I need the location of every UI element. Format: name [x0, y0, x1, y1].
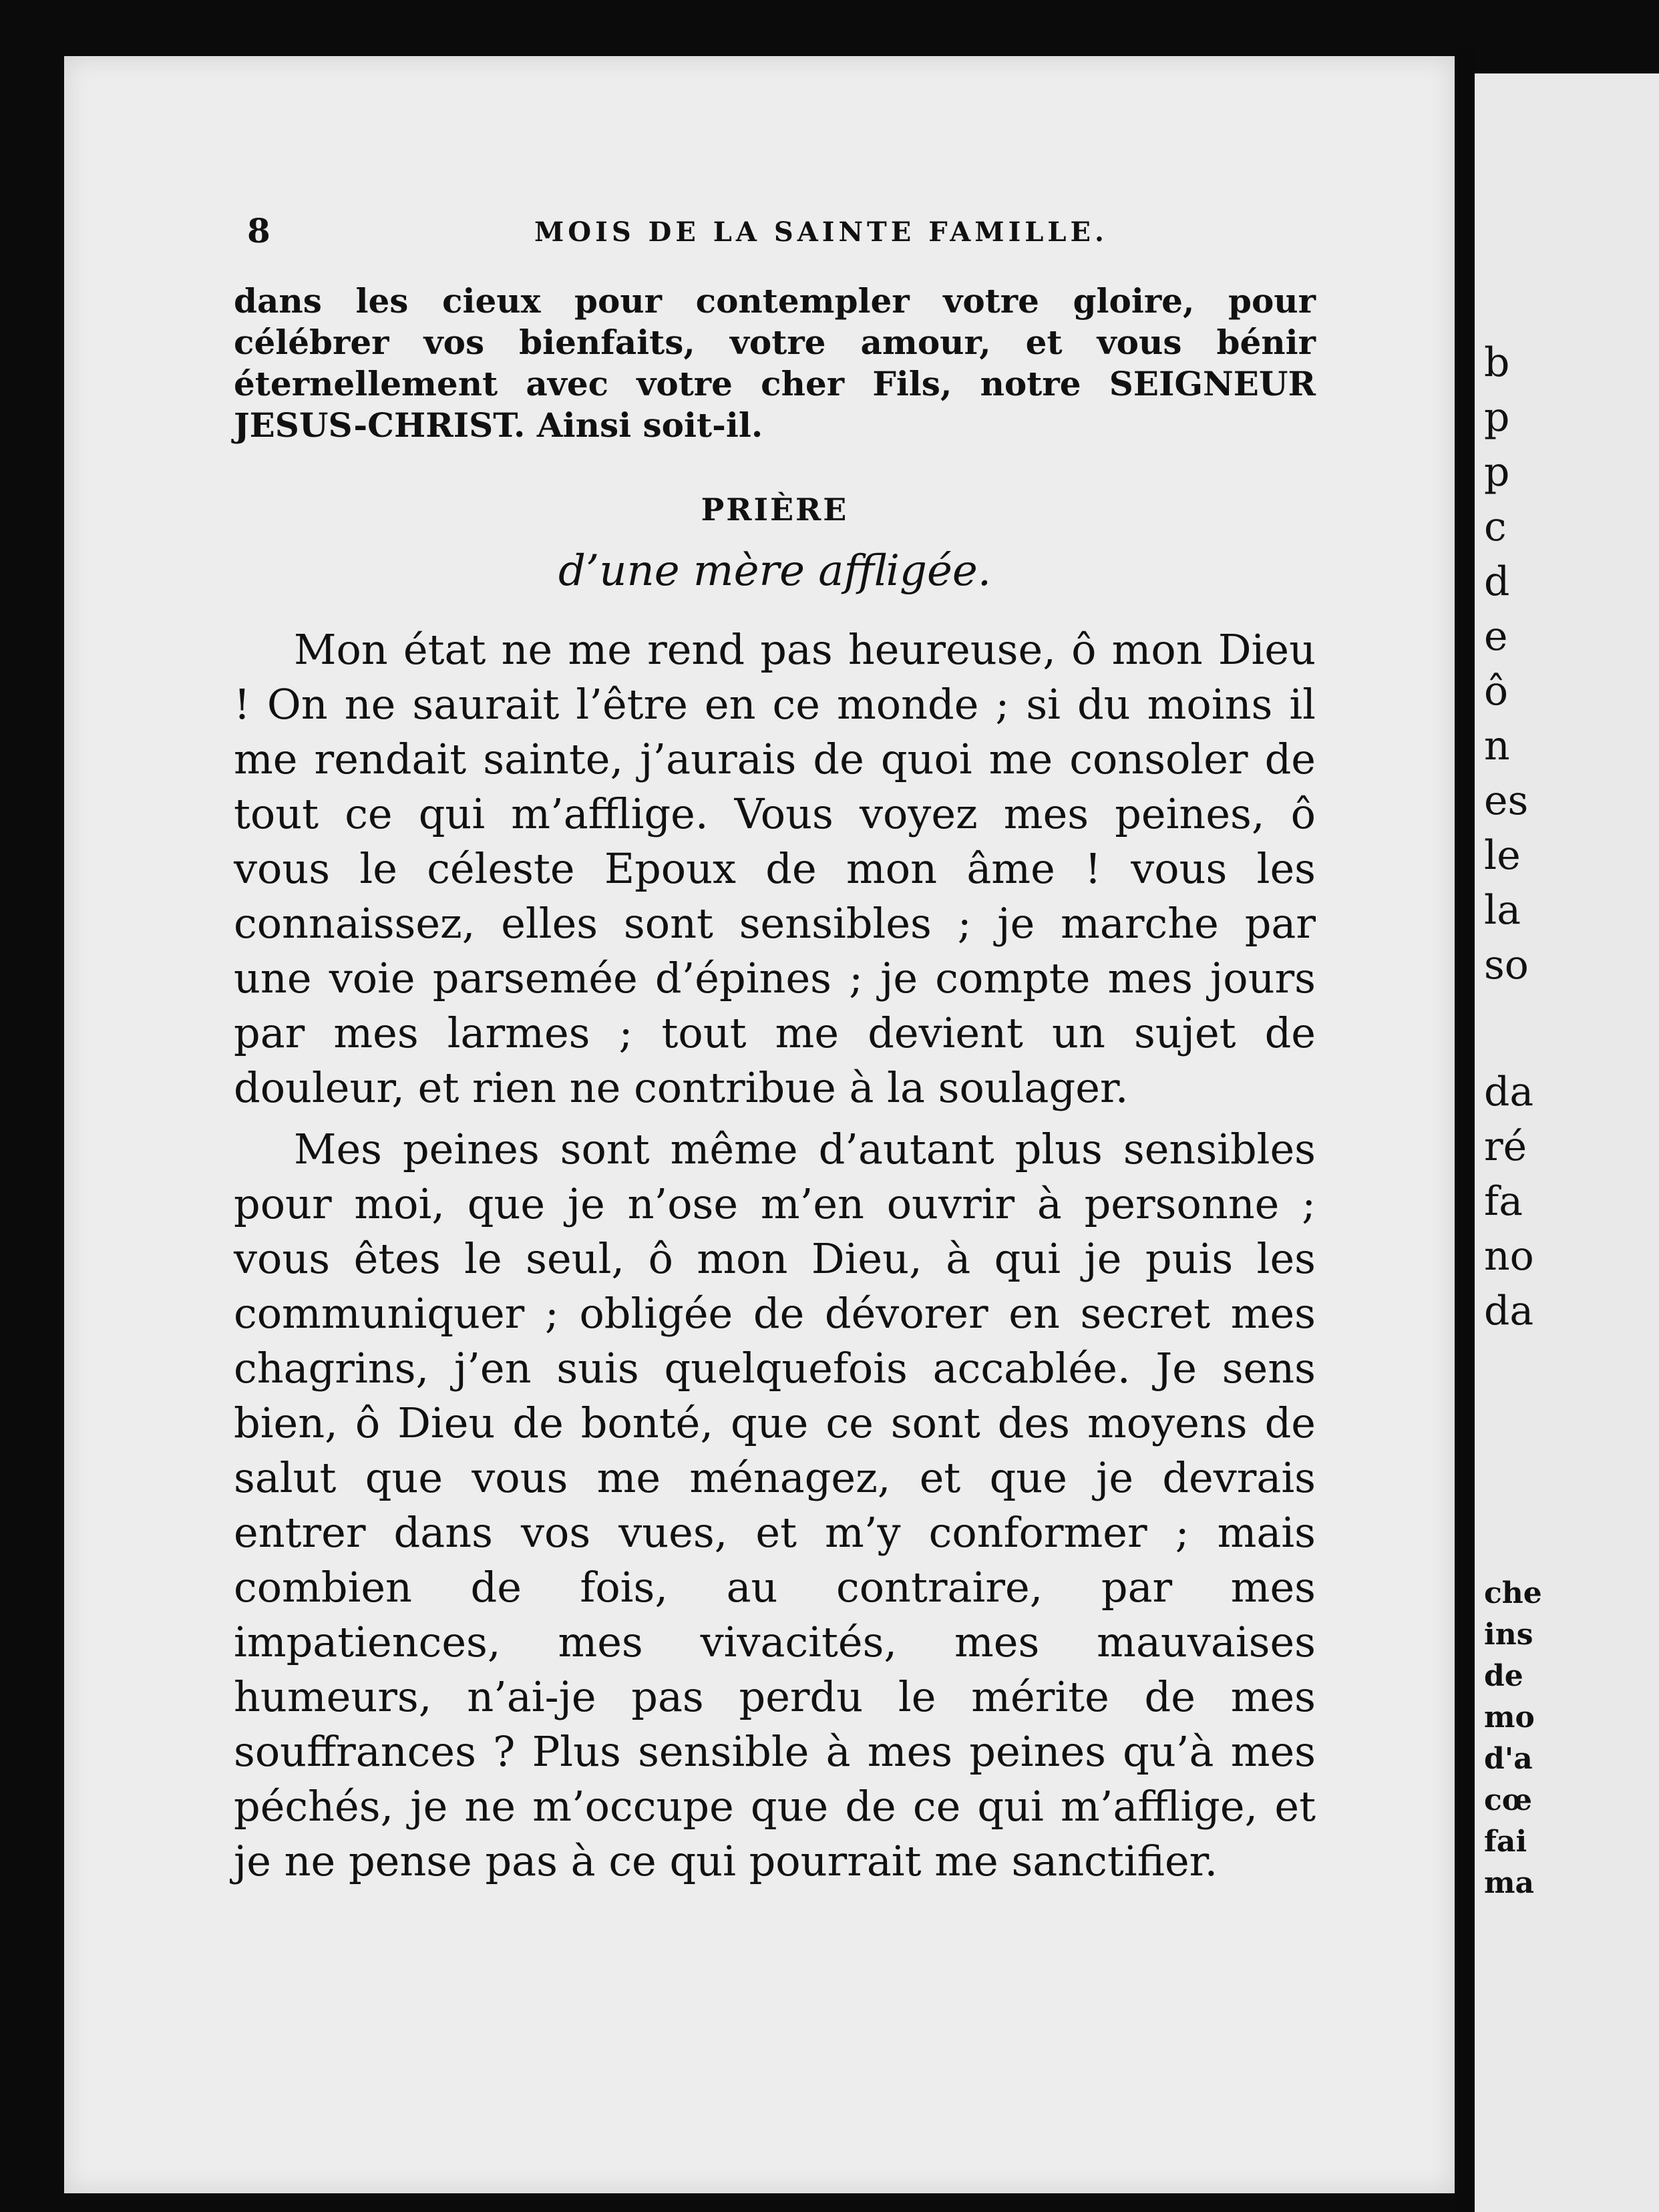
facing-line-fragment: n	[1484, 723, 1510, 769]
running-head	[247, 211, 1302, 251]
facing-line-fragment: so	[1484, 942, 1529, 988]
facing-line-fragment: da	[1484, 1069, 1534, 1115]
facing-line-fragment: fai	[1484, 1825, 1527, 1859]
facing-line-fragment: d'a	[1484, 1742, 1533, 1776]
facing-line-fragment: b	[1484, 339, 1510, 386]
running-title: MOIS DE LA SAINTE FAMILLE.	[534, 216, 1108, 248]
facing-line-fragment: de	[1484, 1659, 1523, 1693]
facing-line-fragment: fa	[1484, 1178, 1523, 1225]
previous-prayer-ending: dans les cieux pour contempler votre gloire, pour célébrer vos bienfaits, votre amour, et vous bénir éternellement avec votre cher Fils, notre SEIGNEUR JESUS-CHRIST. Ainsi soit-il.	[234, 281, 1316, 445]
facing-line-fragment: es	[1484, 777, 1529, 824]
facing-line-fragment: ma	[1484, 1866, 1535, 1900]
facing-line-fragment: cœ	[1484, 1783, 1533, 1817]
facing-line-fragment: la	[1484, 887, 1521, 934]
facing-line-fragment: ô	[1484, 668, 1509, 715]
prayer-subtitle: d’une mère affligée.	[558, 546, 992, 596]
facing-line-fragment: p	[1484, 449, 1510, 496]
facing-line-fragment: mo	[1484, 1700, 1535, 1734]
facing-line-fragment: p	[1484, 394, 1510, 441]
prayer-paragraph-2: Mes peines sont même d’autant plus sensibles pour moi, que je n’ose m’en ouvrir à personne ; vous êtes le seul, ô mon Dieu, à qui je puis les communiquer ; obligée de dévorer en secret mes chagrins, j’en suis quelquefois accablée. Je sens bien, ô Dieu de bonté, que ce sont des moyens de salut que vous me ménagez, et que je devrais entrer dans vos vues, et m’y conformer ; mais combien de fois, au contraire, par mes impatiences, mes vivacités, mes mauvaises humeurs, n’ai-je pas perdu le mérite de mes souffrances ? Plus sensible à mes peines qu’à mes péchés, je ne m’occupe que de ce qui m’afflige, et je ne pense pas à ce qui pourrait me sanctifier.	[234, 1125, 1316, 1885]
facing-line-fragment: e	[1484, 613, 1508, 660]
facing-line-fragment: d	[1484, 558, 1510, 605]
facing-line-fragment: che	[1484, 1576, 1542, 1610]
facing-line-fragment: ins	[1484, 1618, 1533, 1652]
prayer-paragraph-1: Mon état ne me rend pas heureuse, ô mon Dieu ! On ne saurait l’être en ce monde ; si du moins il me rendait sainte, j’aurais de quoi me consoler de tout ce qui m’afflige. Vous voyez mes peines, ô vous le céleste Epoux de mon âme ! vous les connaissez, elles sont sensibles ; je marche par une voie parsemée d’épines ; je compte mes jours par mes larmes ; tout me devient un sujet de douleur, et rien ne contribue à la soulager.	[234, 625, 1316, 1112]
facing-line-fragment: da	[1484, 1288, 1534, 1334]
facing-line-fragment: no	[1484, 1233, 1534, 1280]
facing-line-fragment: c	[1484, 504, 1507, 550]
facing-line-fragment: ré	[1484, 1123, 1527, 1170]
facing-page-edge	[1475, 73, 1659, 2212]
facing-line-fragment: le	[1484, 832, 1521, 879]
book-gutter	[1455, 47, 1475, 2212]
prayer-title: PRIÈRE	[701, 492, 849, 528]
page-number: 8	[247, 211, 270, 250]
body-text	[234, 281, 1316, 1889]
